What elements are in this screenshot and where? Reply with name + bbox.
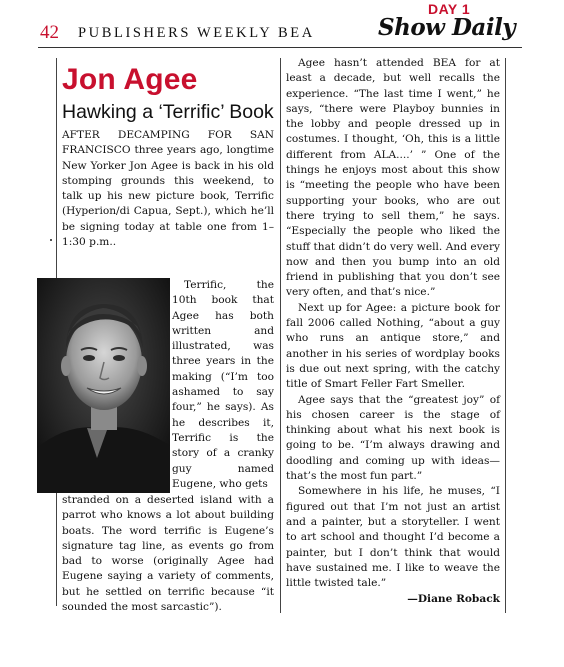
article-wrap-text	[172, 278, 274, 492]
article-column-2	[286, 56, 500, 605]
column-rule-right	[505, 58, 506, 613]
day-label: DAY 1	[428, 1, 471, 17]
publication-name: PUBLISHERS WEEKLY BEA	[78, 25, 315, 41]
header-rule	[38, 47, 522, 48]
article-paragraph-bea: Agee hasn’t attended BEA for at least a decade, but well recalls the experience. “The last time I went,” he says, “there were Playboy bunnies in the lobby and people dressed up in costumes. I thought, ‘Oh, this is a little different from ALA....’ ” One of the things he enjoys most about this show is “meeting the people who have been supporting your books, who are out there trying to sell them,” he says. “Especially the people who liked the stuff that didn’t do very well. And every now and then you bump into an old friend in publishing that you don’t see very often, and that’s nice.”	[286, 57, 500, 299]
stray-mark	[50, 239, 52, 241]
article-headline: Hawking a ‘Terrific’ Book	[62, 101, 274, 123]
article-name: Jon Agee	[62, 63, 198, 96]
article-paragraph-next: Next up for Agee: a picture book for fall 2006 called Nothing, “about a guy who runs an antique store,” and another in his series of wordplay books is due out next spring, with the catchy title of Smart Feller Fart Smeller.	[286, 301, 500, 391]
article-paragraph-joy: Agee says that the “greatest joy” of his chosen career is the stage of thinking about what his next book is going to be. “I’m always drawing and doodling and coming up with ideas—that’s the most fun part.”	[286, 393, 500, 483]
article-lead-paragraph: AFTER DECAMPING FOR SAN FRANCISCO three years ago, longtime New Yorker Jon Agee is back in his old stomping grounds this weekend, to talk up his new picture book, Terrific (Hyperion/di Capua, Sept.), which he’ll be signing today at table one from 1–1:30 p.m..	[62, 129, 274, 249]
masthead-logo: Show Daily	[378, 14, 516, 41]
byline: —Diane Roback	[407, 593, 500, 606]
article-continuation-paragraph: stranded on a deserted island with a parrot who knows a lot about building boats. The word terrific is Eugene’s signature tag line, as events go from bad to worse (originally Agee had Eugene saying a variety of comments, but he settled on terrific because “it sounded the most sarcastic”).	[62, 494, 274, 614]
page-header	[38, 1, 522, 48]
column-rule-middle	[280, 58, 281, 613]
author-photo	[37, 278, 170, 493]
page-number: 42	[40, 22, 59, 43]
article-paragraph-storyteller: Somewhere in his life, he muses, “I figured out that I’m not just an artist and a painter, but a storyteller. I went to art school and thought I’d become a painter, but I don’t think that would have sustained me. I like to weave the little twisted tale.”	[286, 485, 500, 590]
article-continuation	[62, 493, 274, 615]
article-column-1	[62, 64, 274, 250]
article-wrap-paragraph: Terrific, the 10th book that Agee has both written and illustrated, was three years in the making (“I’m too ashamed to say four,” he says). As he describes it, Terrific is the story of a cranky guy named Eugene, who gets	[172, 279, 274, 490]
